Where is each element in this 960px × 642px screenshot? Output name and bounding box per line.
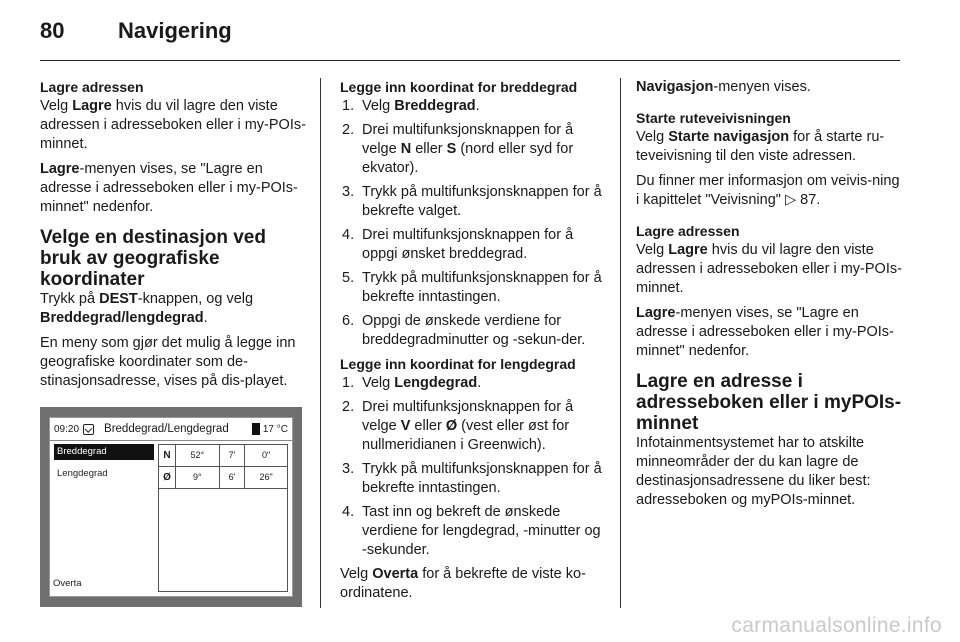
list-item: 3. Trykk på multifunksjonsknappen for å bekrefte valget. [342, 184, 602, 219]
section-heading-save: Lagre en adresse i adresseboken eller i myPOIs-minnet [636, 371, 902, 434]
text: Velg [636, 242, 669, 258]
display-title: Breddegrad/Lengdegrad [104, 422, 229, 435]
section-save-text: Infotainmentsystemet har to atskilte minneområder der du kan lagre de destinasjonsadressene du liker best: adresseboken og myPOIs-minnet. [636, 435, 871, 508]
list-item: 3. Trykk på multifunksjonsknappen for å bekrefte inntastingen. [342, 461, 602, 496]
save-menu-text-2 [636, 304, 902, 361]
menu-term: Starte navigasjon [668, 129, 790, 145]
menu-item-longitude[interactable]: Lengdegrad [57, 468, 108, 479]
save-address-heading-2: Lagre adressen [636, 223, 740, 239]
text: -menyen vises, se "Lagre en adresse i adresseboken eller i my-POIs-minnet" nedenfor. [40, 161, 298, 215]
chapter-title: Navigering [118, 18, 232, 43]
list-item: 1. Velg Lengdegrad. [342, 375, 482, 391]
coord-seconds[interactable]: 0" [245, 445, 288, 467]
text: Velg [40, 98, 73, 114]
column-2 [340, 78, 604, 609]
column-3 [636, 78, 902, 516]
text: -knappen, og velg [137, 291, 254, 307]
more-info-text [636, 172, 902, 210]
text: (nord eller syd for ekvator). [362, 141, 574, 176]
display-screenshot [40, 407, 302, 607]
button-term: DEST [99, 291, 138, 307]
menu-term: Lagre [72, 98, 112, 114]
coord-minutes[interactable]: 7' [219, 445, 245, 467]
menu-term: Lagre [40, 161, 80, 177]
display-panel [49, 417, 293, 597]
key-term: V [400, 418, 411, 434]
save-menu-text [40, 160, 306, 217]
display-status-bar [50, 418, 292, 441]
text: Trykk på multifunksjonsknappen for å bekrefte inntastingen. [362, 270, 602, 305]
coordinate-row-latitude [159, 445, 288, 467]
menu-term: Lagre [636, 305, 676, 321]
text: Velg [636, 129, 669, 145]
coord-seconds[interactable]: 26" [245, 467, 288, 489]
page-number: 80 [40, 18, 65, 43]
save-address-text [40, 97, 306, 154]
column-divider-1 [320, 78, 321, 608]
text: Drei multifunksjonsknappen for å velge [362, 122, 574, 157]
text: -menyen vises, se "Lagre en adresse i adresseboken eller i my-POIs-minnet" nedenfor. [636, 305, 894, 359]
column-divider-2 [620, 78, 621, 608]
display-menu [54, 444, 154, 592]
list-item: 4. Tast inn og bekreft de ønskede verdiene for lengdegrad, -minutter og -sekunder. [342, 504, 601, 558]
text: Trykk på multifunksjonsknappen for å bekrefte valget. [362, 184, 602, 219]
text: Velg [340, 566, 373, 582]
text: hvis du vil lagre den viste adressen i adresseboken eller i my-POIs-minnet. [636, 242, 902, 296]
menu-term: Lagre [668, 242, 708, 258]
coordinate-row-longitude [159, 467, 288, 489]
coord-degrees[interactable]: 52° [176, 445, 220, 467]
coord-minutes[interactable]: 6' [219, 467, 245, 489]
coordinate-grid [158, 444, 288, 489]
menu-term: Navigasjon [636, 79, 714, 95]
list-item: 5. Trykk på multifunksjonsknappen for å bekrefte inntastingen. [342, 270, 602, 305]
confirm-text [340, 565, 604, 603]
text: Velg [362, 98, 395, 114]
section-intro [40, 290, 306, 328]
text: . [475, 98, 480, 114]
text: (vest eller øst for nullmeridianen i Greenwich). [362, 418, 570, 453]
text: Drei multifunksjonsknappen for å velge [362, 399, 574, 434]
text: eller [410, 418, 446, 434]
text: . [477, 375, 482, 391]
save-address-heading: Lagre adressen [40, 79, 144, 95]
thermometer-icon [252, 423, 260, 435]
text: Trykk på [40, 291, 100, 307]
text: Du finner mer informasjon om veivis-ning i kapittelet "Veivisning" [636, 173, 900, 208]
coord-direction[interactable]: N [159, 445, 176, 467]
coord-direction[interactable]: Ø [159, 467, 176, 489]
header-rule [40, 60, 900, 61]
page-reference: 87. [800, 192, 821, 208]
menu-item-latitude[interactable]: Breddegrad [54, 444, 154, 460]
text: eller [411, 141, 447, 157]
latitude-steps [340, 97, 604, 350]
text: hvis du vil lagre den viste adressen i adresseboken eller i my-POIs-minnet. [40, 98, 306, 152]
column-1 [40, 78, 306, 607]
text: Drei multifunksjonsknappen for å oppgi ønsket breddegrad. [362, 227, 574, 262]
navigation-icon [83, 424, 94, 435]
text: . [203, 310, 208, 326]
list-item: 1. Velg Breddegrad. [342, 98, 480, 114]
coord-degrees[interactable]: 9° [176, 467, 220, 489]
section-description: En meny som gjør det mulig å legge inn geografiske koordinater som de-stinasjonsadresse, vises på dis-playet. [40, 335, 296, 389]
list-item: 2. Drei multifunksjonsknappen for å velge N eller S (nord eller syd for ekvator). [342, 122, 574, 176]
text: for å bekrefte de viste ko-ordinatene. [340, 566, 586, 601]
key-term: N [400, 141, 412, 157]
page-ref-arrow-icon: ▷ [784, 192, 801, 208]
text: Trykk på multifunksjonsknappen for å bekrefte inntastingen. [362, 461, 602, 496]
text: Oppgi de ønskede verdiene for breddegradminutter og -sekun-der. [362, 313, 586, 348]
text: -menyen vises. [713, 79, 811, 95]
menu-term: Overta [372, 566, 419, 582]
list-item: 4. Drei multifunksjonsknappen for å oppgi ønsket breddegrad. [342, 227, 574, 262]
key-term: S [446, 141, 457, 157]
start-route-heading: Starte ruteveivisningen [636, 110, 791, 126]
longitude-heading: Legge inn koordinat for lengdegrad [340, 356, 576, 372]
list-item: 2. Drei multifunksjonsknappen for å velge V eller Ø (vest eller øst for nullmeridianen i Greenwich). [342, 399, 574, 453]
text: Velg [362, 375, 395, 391]
longitude-steps [340, 374, 604, 560]
display-confirm[interactable]: Overta [53, 578, 82, 589]
menu-term: Breddegrad [394, 98, 476, 114]
watermark: carmanualsonline.info [731, 614, 942, 637]
key-term: Ø [445, 418, 458, 434]
display-temperature: 17 °C [262, 423, 288, 435]
save-address-text-2 [636, 241, 902, 298]
text: for å starte ru-teveivisning til den viste adressen. [636, 129, 885, 164]
nav-menu-text [636, 78, 902, 97]
latitude-heading: Legge inn koordinat for breddegrad [340, 79, 578, 95]
start-route-text [636, 128, 902, 166]
section-heading-coordinates: Velge en destinasjon ved bruk av geografiske koordinater [40, 227, 266, 290]
text: Tast inn og bekreft de ønskede verdiene for lengdegrad, -minutter og -sekunder. [362, 504, 601, 558]
menu-term: Lengdegrad [394, 375, 478, 391]
menu-term: Breddegrad/lengdegrad [40, 310, 204, 326]
display-clock: 09:20 [54, 423, 80, 435]
list-item: 6. Oppgi de ønskede verdiene for breddegradminutter og -sekun-der. [342, 313, 586, 348]
